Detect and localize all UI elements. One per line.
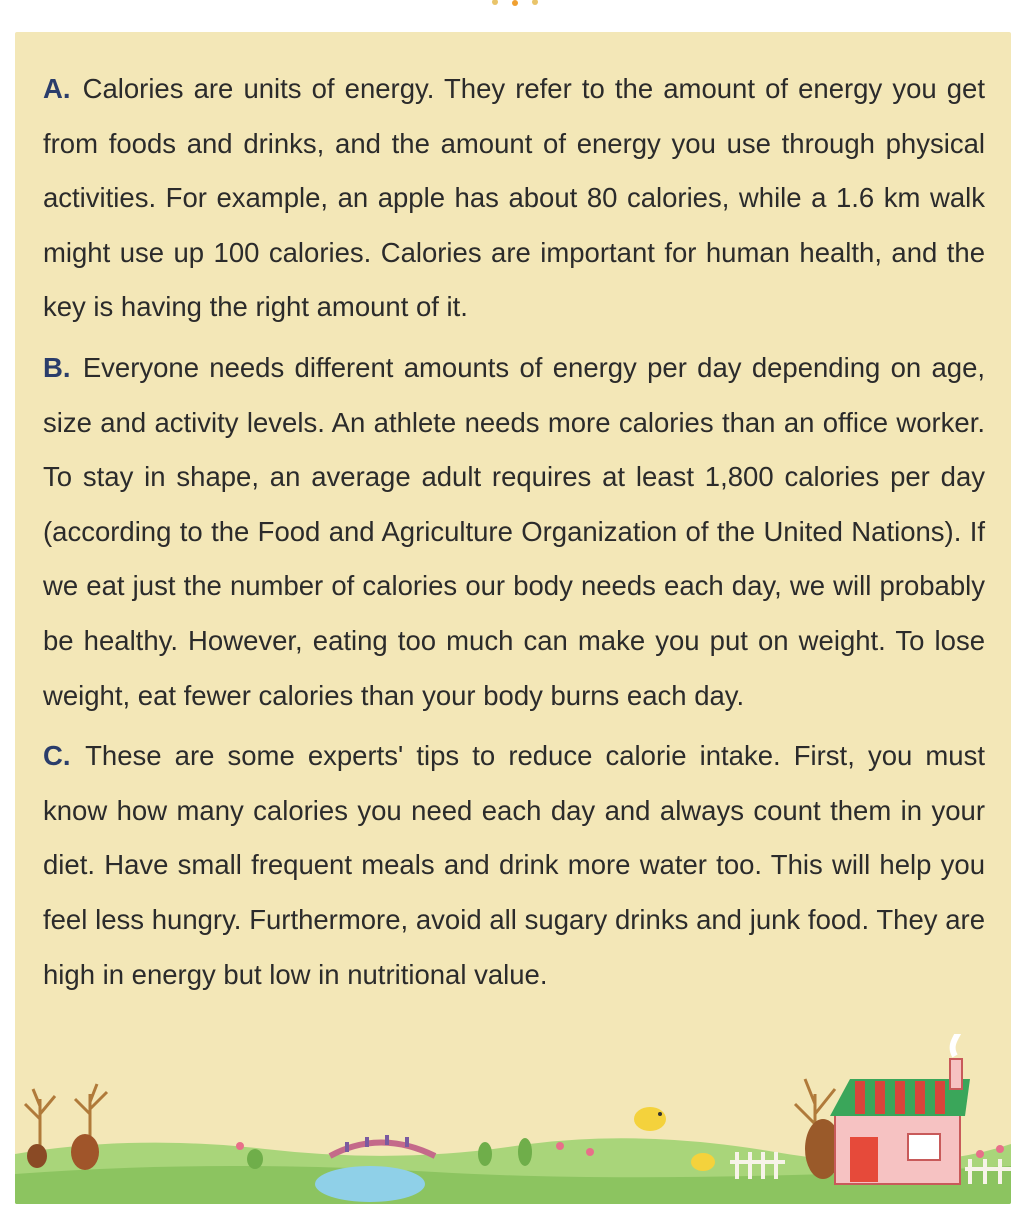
top-decoration-icon	[470, 0, 560, 10]
paragraph-body: These are some experts' tips to reduce calorie intake. First, you must know how many calories you need each day and always count them in your diet. Have small frequent meals and drink more water too. This will help you feel less hungry. Furthermore, avoid all sugary drinks and junk food. They are high in energy but low in nutritional value.	[43, 740, 985, 990]
countryside-illustration	[15, 1034, 1011, 1204]
paragraph-a	[43, 62, 985, 335]
reading-passage-card	[15, 32, 1011, 1204]
paragraph-b	[43, 341, 985, 723]
paragraph-body: Calories are units of energy. They refer to the amount of energy you get from foods and drinks, and the amount of energy you use through physical activities. For example, an apple has about 80 calories, while a 1.6 km walk might use up 100 calories. Calories are important for human health, and the key is having the right amount of it.	[43, 73, 985, 323]
paragraph-label: C.	[43, 740, 71, 772]
paragraph-body: Everyone needs different amounts of energy per day depending on age, size and activity levels. An athlete needs more calories than an office worker. To stay in shape, an average adult requires at least 1,800 calories per day (according to the Food and Agriculture Organization of the United Nations). If we eat just the number of calories our body needs each day, we will probably be healthy. However, eating too much can make you put on weight. To lose weight, eat fewer calories than your body burns each day.	[43, 351, 986, 711]
paragraph-label: A.	[43, 73, 71, 104]
paragraph-label: B.	[43, 351, 71, 383]
paragraph-c	[43, 729, 985, 1002]
passage-text	[43, 62, 985, 1008]
